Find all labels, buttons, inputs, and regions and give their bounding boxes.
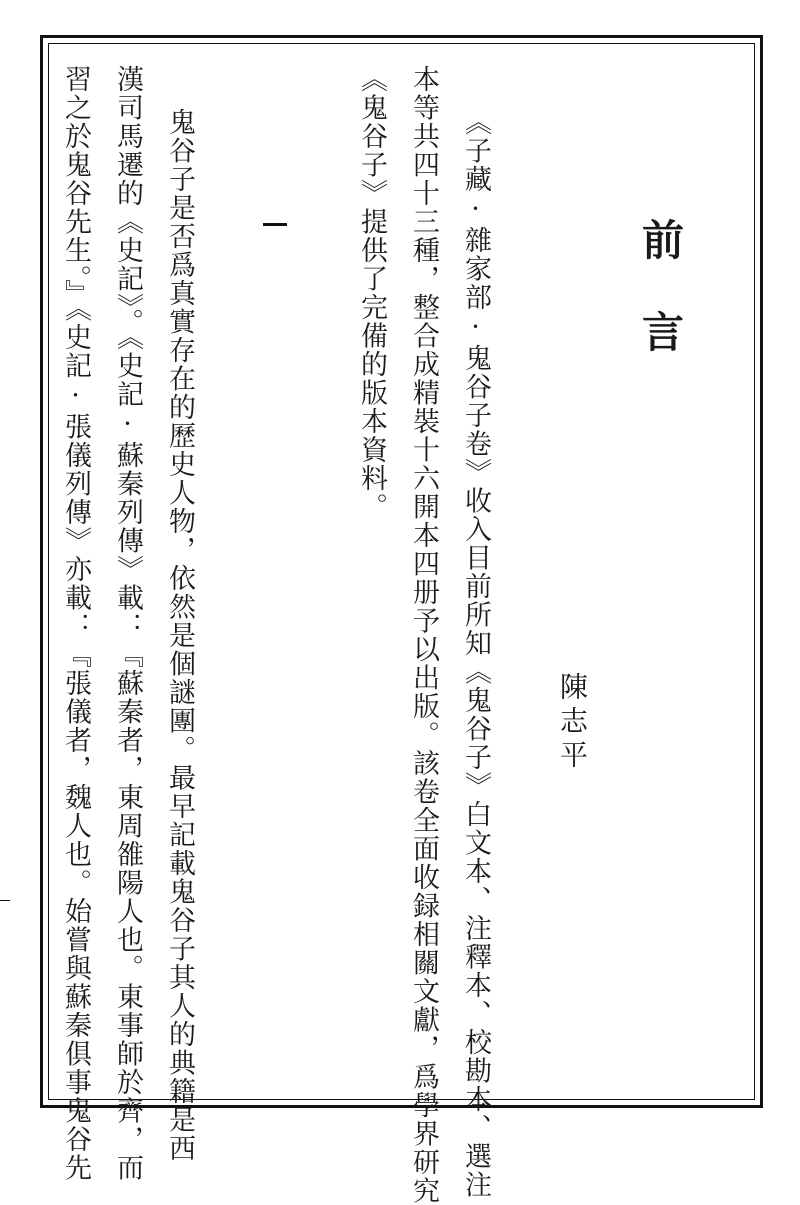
author-name: 陳志平 (556, 672, 589, 774)
margin-mark (0, 900, 10, 901)
paragraph1-column-3: 《鬼谷子》提供了完備的版本資料。 (356, 65, 387, 521)
paragraph1-column-1: 《子藏·雜家部·鬼谷子卷》收入目前所知《鬼谷子》白文本、注釋本、校勘本、選注 (460, 108, 491, 1199)
section-number-one (263, 223, 287, 226)
paragraph2-column-3: 習之於鬼谷先生。』《史記·張儀列傳》亦載：『張儀者，魏人也。始嘗與蘇秦俱事鬼谷先 (60, 65, 91, 1182)
paragraph2-column-1: 鬼谷子是否爲真實存在的歷史人物，依然是個謎團。最早記載鬼谷子其人的典籍是西 (164, 108, 195, 1163)
paragraph1-column-2: 本等共四十三種，整合成精裝十六開本四册予以出版。該卷全面收録相關文獻，爲學界研究 (408, 65, 439, 1205)
page-title-char-1: 前 (642, 216, 685, 265)
page-border-inner (48, 43, 755, 1100)
page-title-char-2: 言 (642, 308, 685, 357)
paragraph2-column-2: 漢司馬遷的《史記》。《史記·蘇秦列傳》載：『蘇秦者，東周雒陽人也。東事師於齊，而 (112, 65, 143, 1182)
